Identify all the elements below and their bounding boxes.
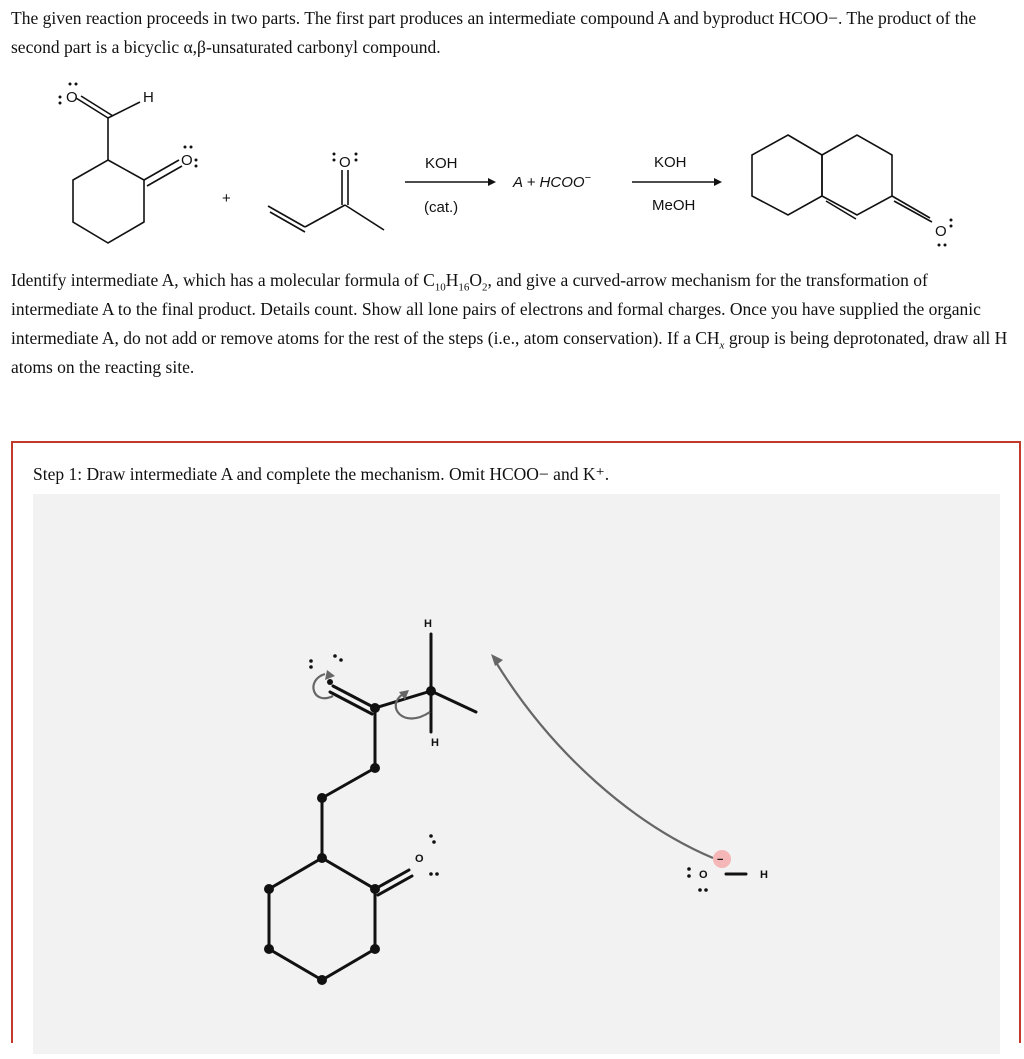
intro-text: The given reaction proceeds in two parts. The first part produces an intermediate compound A and byproduct HCOO−. The product of the second part is a bicyclic α,β-unsaturated carbonyl compound. [11,8,977,57]
reactant1-ring [73,160,144,243]
mechanism-drawing[interactable] [33,494,1000,1054]
intermediate-label: A + HCOO− [513,172,591,191]
reactant1-oxygen-2: O [181,152,193,169]
question-text: Identify intermediate A, which has a molecular formula of $C_{10}H_{16}O_2$, and give a curved-arrow mechanism for the transformation of intermediate A to the final product. Details count. Show all lone pairs of electrons and formal charges. Once you have supplied the organic intermediate A, do not add or remove atoms for the rest of the steps (i.e., atom conservation). If a $CH_x$ group is being deprotonated, draw all H atoms on the reacting site. [11,270,1008,377]
canvas-charge-minus: − [717,854,724,866]
drawing-canvas[interactable] [33,494,1000,1054]
canvas-hydrogen-top: H [424,618,432,630]
canvas-hydroxide-oxygen: O [699,869,708,881]
canvas-ring [269,858,375,980]
reactant1-oxygen-1: O [66,89,78,106]
answer-panel [11,441,1021,1043]
reagent1-top: KOH [425,155,458,172]
product-ring-right [822,135,892,215]
reaction-scheme [0,70,1024,260]
product-oxygen: O [935,223,947,240]
reagent2-bottom: MeOH [652,197,696,214]
reagent1-bottom: (cat.) [424,199,459,216]
canvas-hydrogen-bottom: H [431,737,439,749]
plus-sign: + [222,190,231,207]
curved-arrow-hydroxide [497,664,713,858]
reactant2-oxygen: O [339,154,351,171]
reagent2-top: KOH [654,154,687,171]
step-1-label: Step 1: Draw intermediate A and complete the mechanism. Omit HCOO− and K⁺. [33,464,610,484]
canvas-hydroxide-hydrogen: H [760,869,768,881]
canvas-carbonyl-oxygen: O [415,853,424,865]
product-ring-left [752,135,822,215]
reactant1-hydrogen: H [143,89,154,106]
